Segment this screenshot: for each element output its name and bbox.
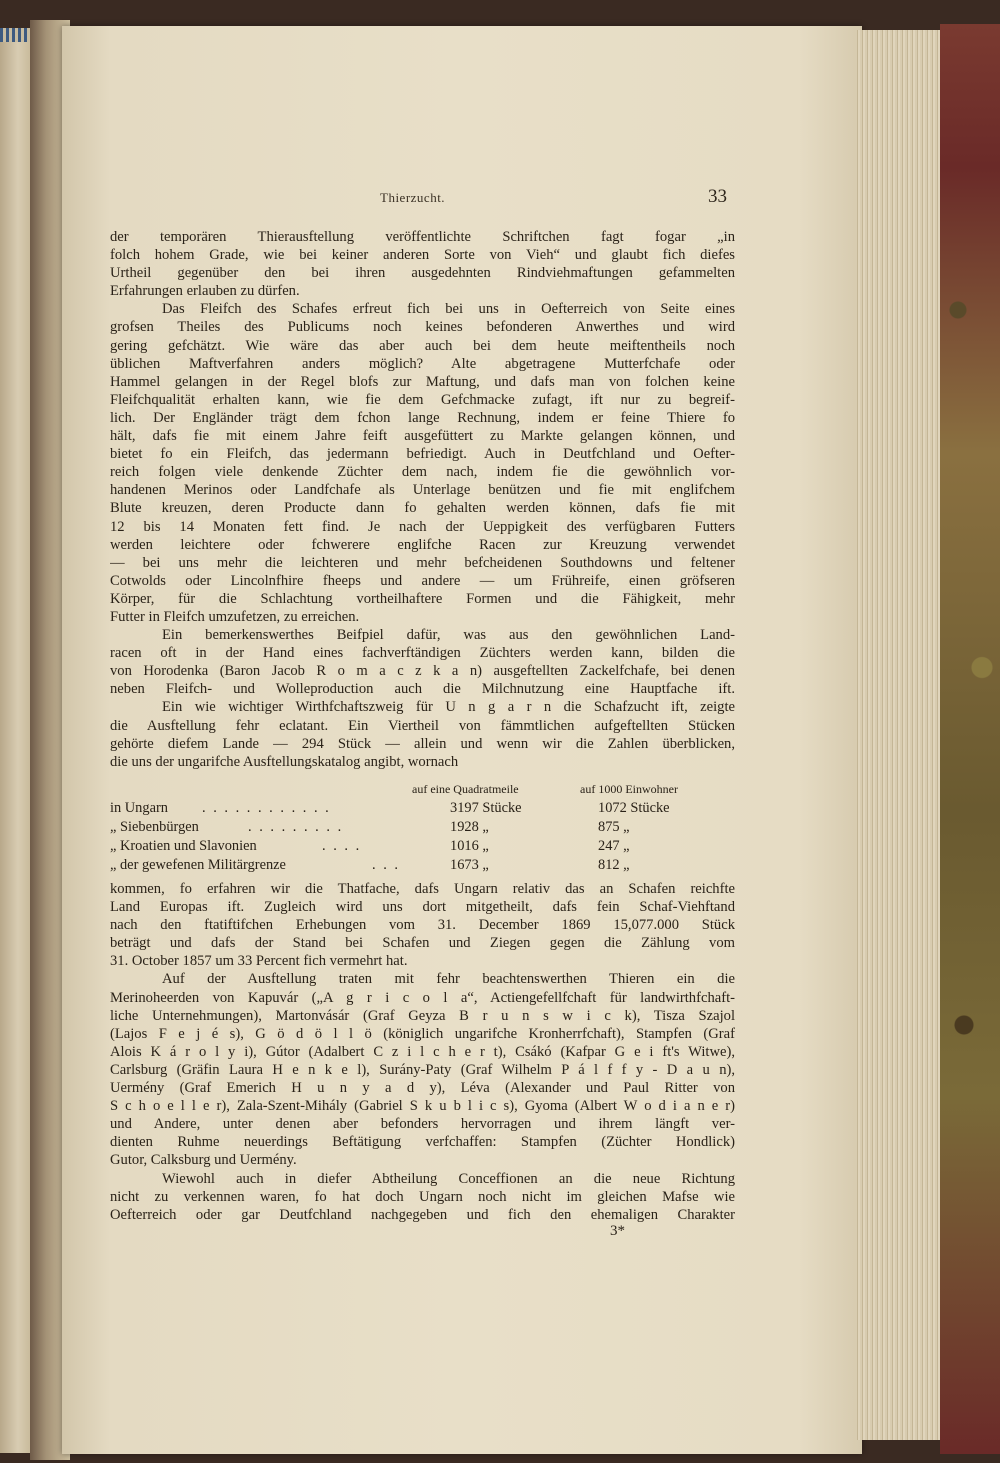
cell-per-1000: 1072 Stücke (598, 800, 670, 816)
text-line: nach den ftatiftifchen Erhebungen vom 31. December 1869 15,077.000 Stück (110, 917, 735, 934)
text-line: Merinoheerden von Kapuvár („A g r i c o l a“, Actiengefellfchaft für landwirthfchaft- (110, 989, 735, 1006)
marbled-cover (940, 24, 1000, 1454)
text-line: Ein wie wichtiger Wirthfchaftszweig für U n g a r n die Schafzucht ift, zeigte (162, 699, 735, 716)
text-line: gehörte diefem Lande — 294 Stück — allein und wenn wir die Zahlen überblicken, (110, 735, 735, 752)
statistics-table (110, 782, 735, 876)
text-line: der temporären Thierausftellung veröffentlichte Schriftchen fagt fogar „in (110, 229, 735, 245)
text-line: Blute kreuzen, deren Producte dann fo gehalten werden können, dafs fie mit (110, 500, 735, 517)
leader-dots: . . . . (322, 838, 362, 854)
cell-per-sq-mile: 1016 „ (450, 838, 489, 854)
leader-dots: . . . (372, 857, 400, 873)
text-line: 31. October 1857 um 33 Percent fich vermehrt hat. (110, 953, 408, 970)
text-block-top (110, 228, 735, 771)
column-header: auf eine Quadratmeile (412, 782, 519, 796)
text-line: Futter in Fleifch umzufetzen, zu erreichen. (110, 608, 360, 625)
left-page-edge (0, 28, 31, 1453)
text-line: werden leichtere oder fchwerere englifche Racen zur Kreuzung verwendet (110, 536, 735, 553)
text-line: Wiewohl auch in diefer Abtheilung Conceffionen an die neue Richtung (162, 1170, 735, 1187)
row-label: „ Kroatien und Slavonien (110, 838, 257, 854)
text-line: gering gefchätzt. Wie wäre das aber auch bei dem heute meiftentheils noch (110, 337, 735, 354)
cell-per-sq-mile: 3197 Stücke (450, 800, 522, 816)
running-header (0, 186, 1000, 210)
left-page-marker (0, 28, 30, 42)
text-line: Auf der Ausftellung traten mit fehr beachtenswerthen Thieren ein die (162, 971, 735, 988)
text-line: Uermény (Graf Emerich H u n y a d y), Léva (Alexander und Paul Ritter von (110, 1080, 735, 1097)
text-line: Oefterreich oder gar Deutfchland nachgegeben und fich den ehemaligen Charakter (110, 1206, 735, 1223)
text-block-bottom (110, 880, 735, 1224)
text-line: Alois K á r o l y i), Gútor (Adalbert C z i l c h e r t), Csákó (Kafpar G e i ft's Witwe), (110, 1043, 735, 1060)
text-line: hält, dafs fie mit einem Jahre feift ausgefüttert zu Markte gelangen können, und (110, 428, 735, 445)
text-line: Fleifchqualität erhalten kann, wie fie dem Gefchmacke zufagt, ift nur zu begreif- (110, 391, 735, 408)
text-line: grofsen Theiles des Publicums noch keines befonderen Anwerthes und wird (110, 319, 735, 336)
row-label: „ Siebenbürgen (110, 819, 199, 835)
text-line: von Horodenka (Baron Jacob R o m a c z k a n) ausgeftellten Zackelfchafe, bei denen (110, 663, 735, 680)
cell-per-sq-mile: 1928 „ (450, 819, 489, 835)
text-line: die Ausftellung fehr eclatant. Ein Viertheil von fämmtlichen aufgeftellten Stücken (110, 717, 735, 734)
leader-dots: . . . . . . . . . (248, 819, 344, 835)
text-line: Ein bemerkenswerthes Beifpiel dafür, was aus den gewöhnlichen Land- (162, 627, 735, 644)
text-line: Hammel gelangen in der Regel blofs zur Maftung, und dafs man von folchen keine (110, 373, 735, 390)
page-number: 33 (708, 186, 727, 207)
table-row (110, 800, 735, 819)
signature-mark: 3* (610, 1223, 625, 1239)
text-line: lich. Der Engländer trägt dem fchon lange Rechnung, indem er feine Thiere fo (110, 409, 735, 426)
text-line: — bei uns mehr die leichteren und mehr befcheidenen Southdowns und feltener (110, 554, 735, 571)
cell-per-1000: 812 „ (598, 857, 630, 873)
text-line: S c h o e l l e r), Zala-Szent-Mihály (Gabriel S k u b l i c s), Gyoma (Albert W o d i a n e r) (110, 1098, 735, 1115)
table-header (110, 782, 735, 800)
text-line: üblichen Maftverfahren anders möglich? Alte abgetragene Mutterfchafe oder (110, 355, 735, 372)
leader-dots: . . . . . . . . . . . . (202, 800, 331, 816)
text-line: folch hohem Grade, wie bei keiner anderen Sorte von Vieh“ und glaubt fich diefes (110, 247, 735, 264)
text-line: Cotwolds oder Lincolnfhire fheeps und andere — um Frühreife, einen gröfseren (110, 572, 735, 589)
text-line: dienten Ruhme neuerdings Beftätigung verfchaffen: Stampfen (Züchter Hondlick) (110, 1134, 735, 1151)
text-line: 12 bis 14 Monaten fett find. Je nach der Ueppigkeit des verfügbaren Futters (110, 518, 735, 535)
text-line: bietet fo ein Fleifch, das jedermann befriedigt. Auch in Deutfchland und Oefter- (110, 446, 735, 463)
text-line: racen oft in der Hand eines fachverftändigen Züchters werden kann, bilden die (110, 645, 735, 662)
text-line: Körper, für die Schlachtung vortheilhaftere Formen und die Fähigkeit, mehr (110, 590, 735, 607)
cell-per-1000: 247 „ (598, 838, 630, 854)
cell-per-sq-mile: 1673 „ (450, 857, 489, 873)
page-edges (855, 30, 950, 1440)
column-header: auf 1000 Einwohner (580, 782, 678, 796)
row-label: „ der gewefenen Militärgrenze (110, 857, 286, 873)
text-line: Das Fleifch des Schafes erfreut fich bei uns in Oefterreich von Seite eines (162, 301, 735, 318)
text-line: neben Fleifch- und Wolleproduction auch die Milchnutzung eine Hauptfache ift. (110, 681, 735, 698)
text-line: die uns der ungarifche Ausftellungskatalog angibt, wornach (110, 753, 459, 770)
text-line: kommen, fo erfahren wir die Thatfache, dafs Ungarn relativ das an Schafen reichfte (110, 881, 735, 897)
text-line: handenen Merinos oder Landfchafe als Unterlage benützen und fie mit englifchem (110, 482, 735, 499)
text-line: Carlsburg (Gräfin Laura H e n k e l), Surány-Paty (Graf Wilhelm P á l f f y - D a u n), (110, 1061, 735, 1078)
table-row (110, 819, 735, 838)
table-row (110, 838, 735, 857)
text-line: reich folgen viele denkende Züchter dem nach, indem fie die gewöhnlich vor- (110, 464, 735, 481)
table-row (110, 857, 735, 876)
text-line: liche Unternehmungen), Martonvásár (Graf Geyza B r u n s w i c k), Tisza Szajol (110, 1007, 735, 1024)
text-line: Erfahrungen erlauben zu dürfen. (110, 283, 300, 300)
text-line: beträgt und dafs der Stand bei Schafen und Ziegen gegen die Zählung vom (110, 935, 735, 952)
text-line: Land Europas ift. Zugleich wird uns dort mitgetheilt, dafs fein Schaf-Viehftand (110, 899, 735, 916)
row-label: in Ungarn (110, 800, 168, 816)
text-line: Urtheil gegenüber den bei ihren ausgedehnten Rindviehmaftungen gefammelten (110, 265, 735, 282)
text-line: und Andere, unter denen aber befonders hervorragen und ihrem längft ver- (110, 1116, 735, 1133)
text-line: (Lajos F e j é s), G ö d ö l l ö (königlich ungarifche Kronherrfchaft), Stampfen (Graf (110, 1025, 735, 1042)
running-title: Thierzucht. (380, 190, 446, 205)
cell-per-1000: 875 „ (598, 819, 630, 835)
text-line: Gutor, Calksburg und Uermény. (110, 1152, 297, 1169)
text-line: nicht zu verkennen waren, fo hat doch Ungarn noch nicht im gleichen Mafse wie (110, 1188, 735, 1205)
